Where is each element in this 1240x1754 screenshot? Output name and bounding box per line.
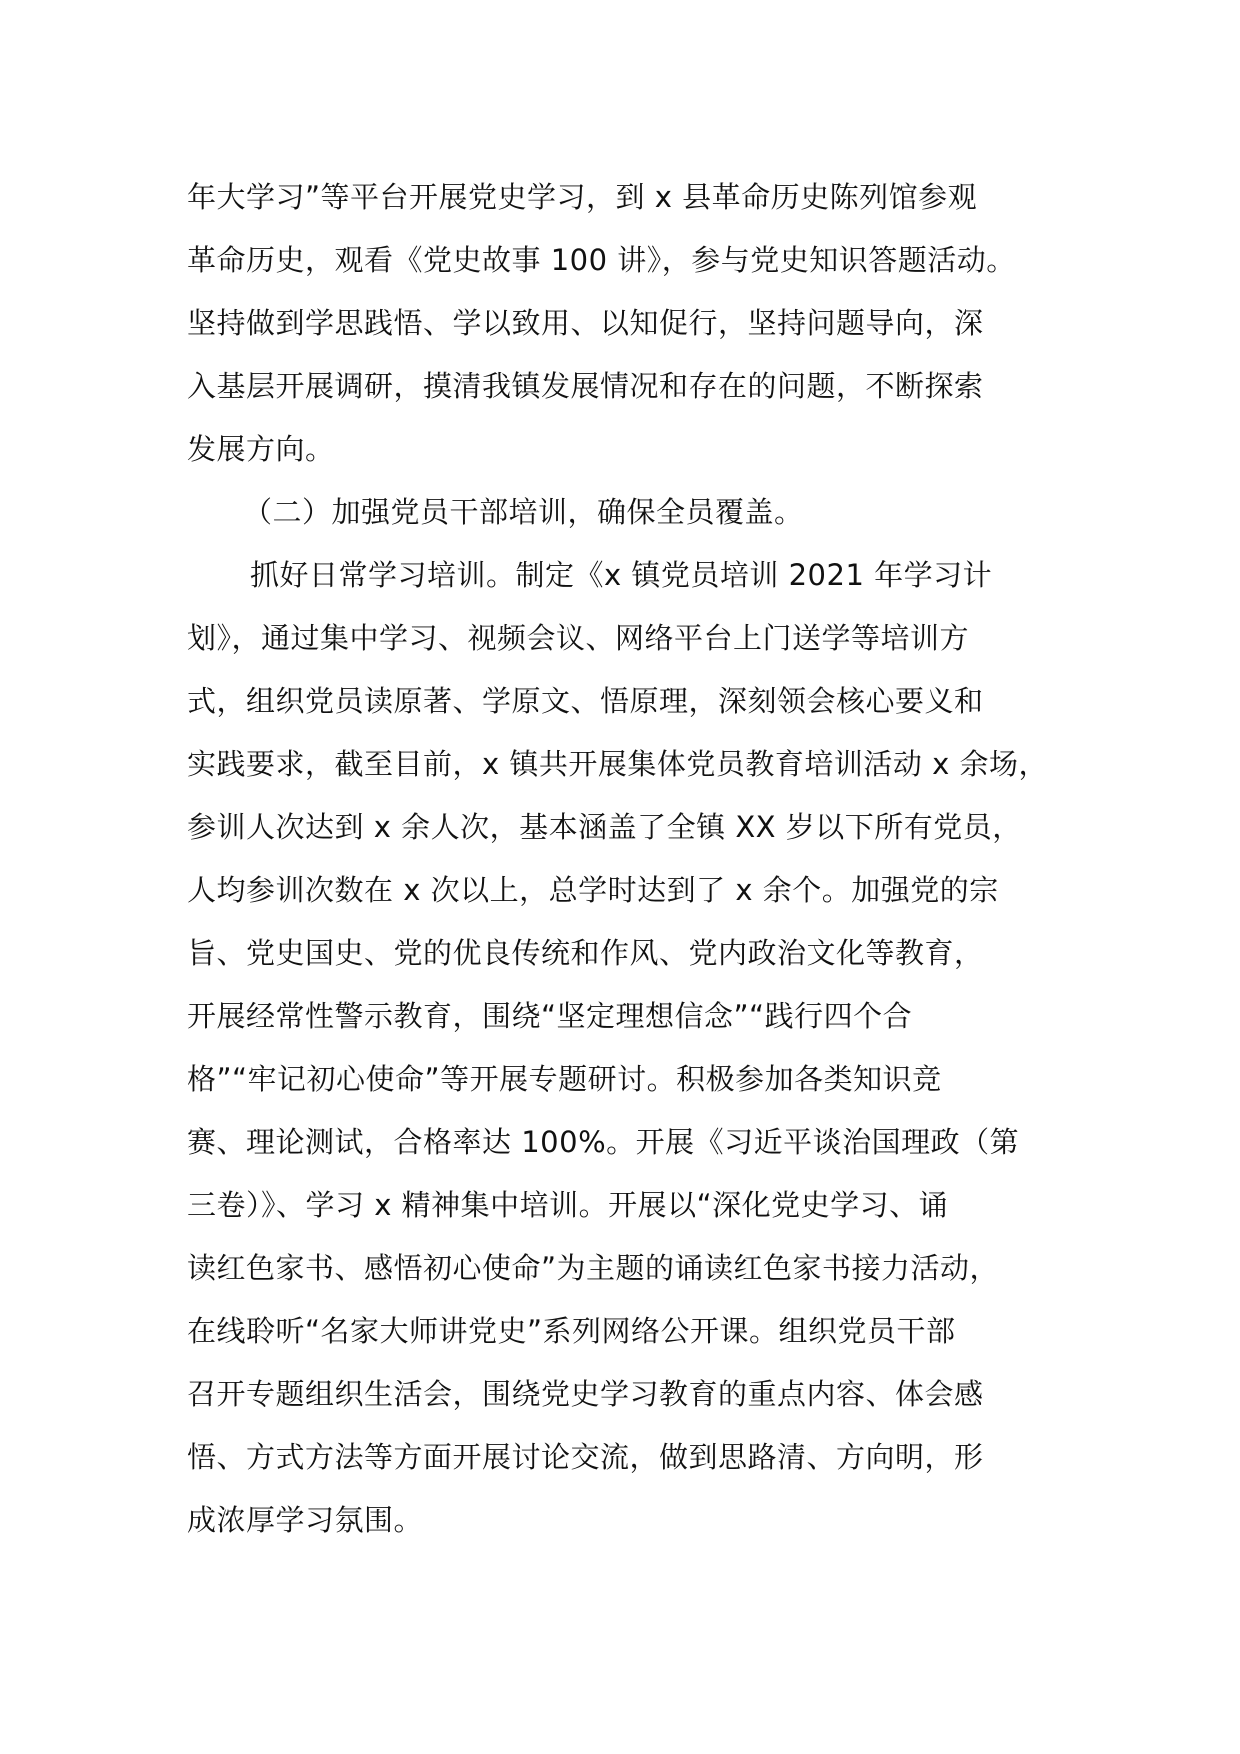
text-line: 抓好日常学习培训。制定《x 镇党员培训 2021 年学习计 xyxy=(250,558,993,592)
text-line: 实践要求，截至目前，x 镇共开展集体党员教育培训活动 x 余场， xyxy=(187,747,1048,781)
text-line: 人均参训次数在 x 次以上，总学时达到了 x 余个。加强党的宗 xyxy=(187,873,999,907)
text-line: 在线聆听“名家大师讲党史”系列网络公开课。组织党员干部 xyxy=(187,1314,956,1348)
text-line: 年大学习”等平台开展党史学习，到 x 县革命历史陈列馆参观 xyxy=(187,180,978,214)
text-line: 召开专题组织生活会，围绕党史学习教育的重点内容、体会感 xyxy=(187,1377,984,1411)
text-line: 赛、理论测试，合格率达 100%。开展《习近平谈治国理政（第 xyxy=(187,1125,1020,1159)
text-line: 成浓厚学习氛围。 xyxy=(187,1503,424,1537)
text-line: 革命历史，观看《党史故事 100 讲》，参与党史知识答题活动。 xyxy=(187,243,1016,277)
text-line: 入基层开展调研，摸清我镇发展情况和存在的问题，不断探索 xyxy=(187,369,984,403)
text-line: 坚持做到学思践悟、学以致用、以知促行，坚持问题导向，深 xyxy=(187,306,984,340)
text-line: 悟、方式方法等方面开展讨论交流，做到思路清、方向明，形 xyxy=(187,1440,984,1474)
text-line: 三卷）》、学习 x 精神集中培训。开展以“深化党史学习、诵 xyxy=(187,1188,949,1222)
text-line: 旨、党史国史、党的优良传统和作风、党内政治文化等教育， xyxy=(187,936,984,970)
text-line: 格”“牢记初心使命”等开展专题研讨。积极参加各类知识竞 xyxy=(187,1062,942,1096)
section-heading: （二）加强党员干部培训，确保全员覆盖。 xyxy=(243,495,804,529)
text-line: 式，组织党员读原著、学原文、悟原理，深刻领会核心要义和 xyxy=(187,684,984,718)
text-line: 发展方向。 xyxy=(187,432,335,466)
text-line: 读红色家书、感悟初心使命”为主题的诵读红色家书接力活动， xyxy=(187,1251,1000,1285)
text-line: 划》，通过集中学习、视频会议、网络平台上门送学等培训方 xyxy=(187,621,970,655)
text-line: 参训人次达到 x 余人次，基本涵盖了全镇 XX 岁以下所有党员， xyxy=(187,810,1022,844)
text-line: 开展经常性警示教育，围绕“坚定理想信念”“践行四个合 xyxy=(187,999,913,1033)
